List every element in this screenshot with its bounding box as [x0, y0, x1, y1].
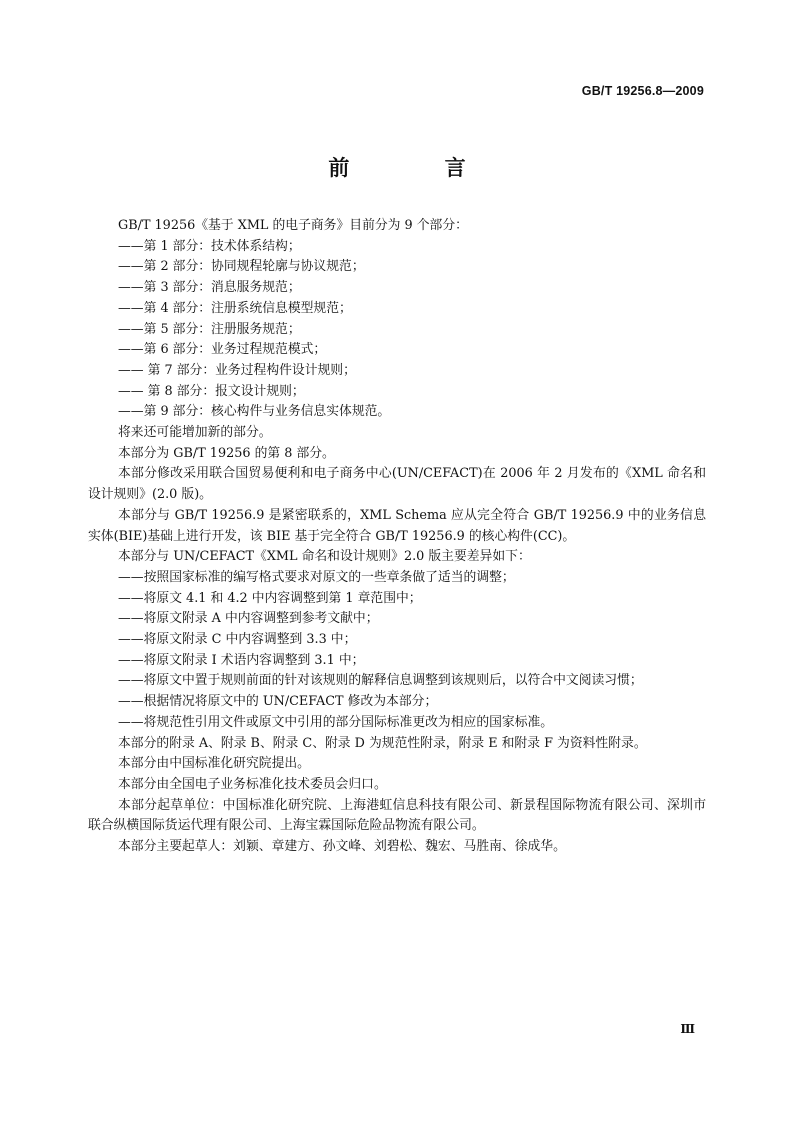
list-item-part-2: ——第 2 部分：协同规程轮廓与协议规范；: [118, 259, 365, 275]
standard-code: GB/T 19256.8—2009: [581, 84, 704, 98]
list-item-part-9: ——第 9 部分：核心构件与业务信息实体规范。: [118, 404, 391, 420]
list-item-part-8: —— 第 8 部分：报文设计规则；: [118, 383, 305, 399]
paragraph-drafting-units: 本部分起草单位：中国标准化研究院、上海港虹信息科技有限公司、新景程国际物流有限公司、深圳市联合纵横国际货运代理有限公司、上海宝霖国际危险品物流有限公司。: [88, 797, 706, 834]
list-item-part-4: ——第 4 部分：注册系统信息模型规范；: [118, 300, 352, 316]
list-item-difference-1: ——按照国家标准的编写格式要求对原文的一些章条做了适当的调整；: [118, 569, 515, 585]
paragraph-intro: GB/T 19256《基于 XML 的电子商务》目前分为 9 个部分：: [118, 218, 468, 233]
paragraph-committee: 本部分由全国电子业务标准化技术委员会归口。: [118, 776, 387, 792]
list-item-difference-6: ——将原文中置于规则前面的针对该规则的解释信息调整到该规则后，以符合中文阅读习惯；: [118, 673, 643, 689]
paragraph-proposer: 本部分由中国标准化研究院提出。: [118, 756, 310, 772]
list-item-difference-5: ——将原文附录 I 术语内容调整到 3.1 中；: [118, 652, 365, 668]
paragraph-drafters: 本部分主要起草人：刘颖、章建方、孙文峰、刘碧松、魏宏、马胜南、徐成华。: [118, 839, 566, 855]
list-item-difference-2: ——将原文 4.1 和 4.2 中内容调整到第 1 章范围中；: [118, 590, 422, 606]
list-item-part-5: ——第 5 部分：注册服务规范；: [118, 321, 301, 337]
list-item-difference-7: ——根据情况将原文中的 UN/CEFACT 修改为本部分；: [118, 694, 438, 710]
list-item-part-6: ——第 6 部分：业务过程规范模式；: [118, 342, 327, 358]
foreword-body: [88, 216, 706, 858]
page-number: Ⅲ: [680, 1022, 695, 1036]
paragraph-adoption: 本部分修改采用联合国贸易便利和电子商务中心(UN/CEFACT)在 2006 年 2 月发布的《XML 命名和设计规则》(2.0 版)。: [88, 466, 706, 503]
list-item-part-3: ——第 3 部分：消息服务规范；: [118, 280, 301, 296]
paragraph-future-parts: 将来还可能增加新的部分。: [118, 425, 272, 441]
paragraph-annexes: 本部分的附录 A、附录 B、附录 C、附录 D 为规范性附录，附录 E 和附录 F 为资料性附录。: [118, 735, 647, 751]
page-title: 前 言: [328, 156, 510, 180]
paragraph-differences-intro: 本部分与 UN/CEFACT《XML 命名和设计规则》2.0 版主要差异如下：: [118, 549, 531, 565]
paragraph-part-number: 本部分为 GB/T 19256 的第 8 部分。: [118, 445, 335, 461]
list-item-difference-4: ——将原文附录 C 中内容调整到 3.3 中；: [118, 632, 357, 648]
list-item-difference-8: ——将规范性引用文件或原文中引用的部分国际标准更改为相应的国家标准。: [118, 714, 554, 730]
list-item-part-7: —— 第 7 部分：业务过程构件设计规则；: [118, 362, 356, 378]
paragraph-relation: 本部分与 GB/T 19256.9 是紧密联系的，XML Schema 应从完全符合 GB/T 19256.9 中的业务信息实体(BIE)基础上进行开发，该 BIE 基于完全符合 GB/T 19256.9 的核心构件(CC)。: [88, 507, 706, 544]
list-item-part-1: ——第 1 部分：技术体系结构；: [118, 238, 301, 254]
list-item-difference-3: ——将原文附录 A 中内容调整到参考文献中；: [118, 611, 379, 627]
